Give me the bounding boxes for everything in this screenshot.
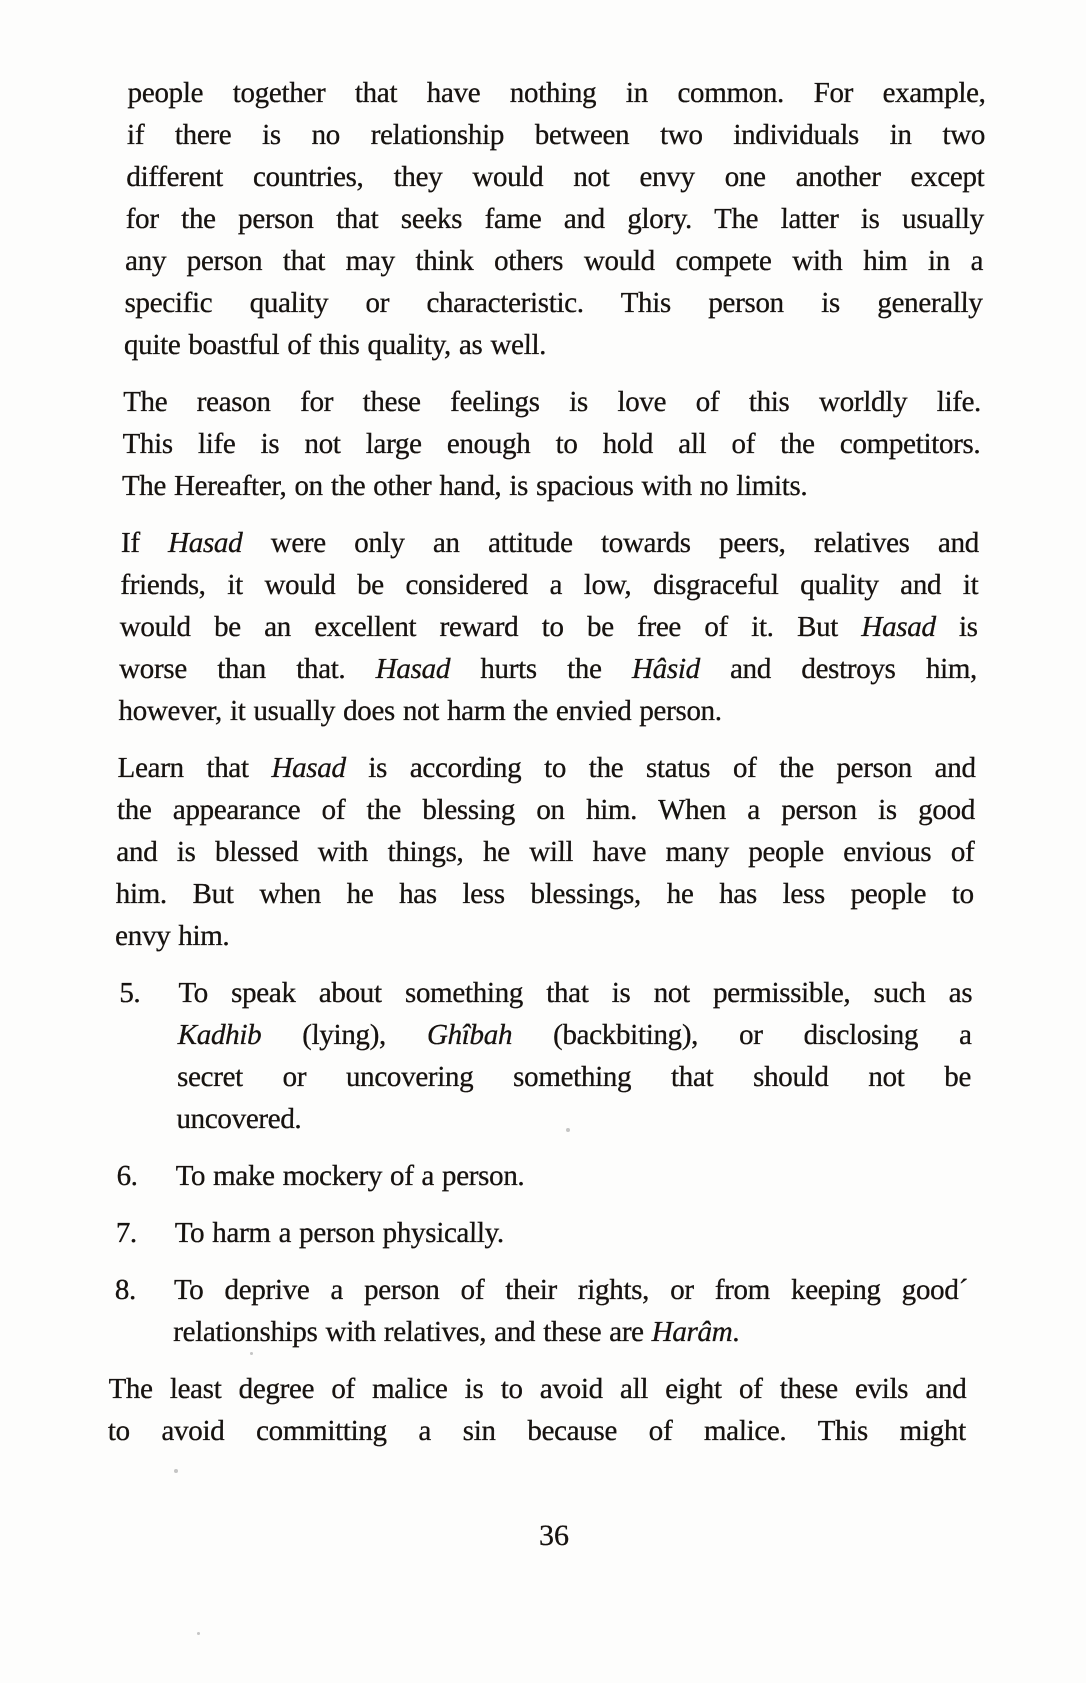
text-run: the appearance of the blessing on him. When a person is good bbox=[116, 794, 976, 826]
text-line bbox=[175, 1155, 970, 1197]
text-run: any person that may think others would compete with him in a bbox=[124, 245, 984, 277]
text-line bbox=[118, 690, 977, 732]
text-line bbox=[127, 72, 986, 114]
list-item bbox=[109, 1269, 968, 1353]
scan-speck bbox=[174, 1469, 178, 1473]
text-run: to avoid committing a sin because of malice. This might bbox=[107, 1415, 967, 1447]
italic-term: Hasad bbox=[375, 653, 451, 685]
text-block bbox=[107, 72, 986, 1467]
italic-term: Ghîbah bbox=[426, 1019, 513, 1051]
text-run: To deprive a person of their rights, or from keeping good´ bbox=[173, 1274, 969, 1306]
text-run: This life is not large enough to hold all of the competitors. bbox=[122, 428, 981, 460]
text-run: for the person that seeks fame and glory. The latter is usually bbox=[125, 203, 985, 235]
text-line bbox=[120, 564, 979, 606]
list-number: 6. bbox=[116, 1160, 139, 1192]
text-run: quite boastful of this quality, as well. bbox=[123, 329, 547, 361]
text-run: uncovered. bbox=[176, 1103, 302, 1135]
text-line bbox=[121, 522, 980, 564]
text-line bbox=[178, 972, 973, 1014]
text-line bbox=[122, 465, 981, 507]
list-item bbox=[111, 1155, 970, 1197]
text-line bbox=[125, 240, 984, 282]
paragraph bbox=[118, 522, 979, 732]
text-line bbox=[126, 156, 985, 198]
text-run: specific quality or characteristic. This person is generally bbox=[124, 287, 983, 319]
text-run: is according to the status of the person and bbox=[345, 752, 976, 784]
text-run: if there is no relationship between two individuals in two bbox=[126, 119, 986, 151]
text-run: relationships with relatives, and these are bbox=[173, 1316, 652, 1348]
text-line bbox=[173, 1311, 968, 1353]
text-run: however, it usually does not harm the envied person. bbox=[118, 695, 723, 727]
text-run: If bbox=[120, 527, 169, 559]
list-number: 8. bbox=[114, 1274, 137, 1306]
text-run: To speak about something that is not permissible, such as bbox=[178, 977, 973, 1009]
text-line bbox=[117, 789, 976, 831]
italic-term: Hasad bbox=[861, 611, 936, 643]
text-run: would be an excellent reward to be free of it. But bbox=[119, 611, 862, 643]
text-line bbox=[127, 114, 986, 156]
text-run: worse than that. bbox=[118, 653, 377, 685]
text-line bbox=[177, 1014, 972, 1056]
text-run: (lying), bbox=[261, 1019, 428, 1051]
text-line bbox=[174, 1212, 969, 1254]
text-line bbox=[177, 1056, 972, 1098]
text-run: were only an attitude towards peers, relatives and bbox=[242, 527, 980, 559]
list-number: 5. bbox=[119, 977, 141, 1009]
text-line bbox=[124, 282, 983, 324]
text-run: is bbox=[935, 611, 979, 643]
list-item bbox=[112, 972, 972, 1140]
scan-speck bbox=[250, 1352, 253, 1355]
text-run: Learn that bbox=[117, 752, 272, 784]
text-line bbox=[176, 1098, 971, 1140]
text-run: The Hereafter, on the other hand, is spacious with no limits. bbox=[121, 470, 808, 502]
italic-term: Hâsid bbox=[631, 653, 701, 685]
text-run: To make mockery of a person. bbox=[175, 1160, 525, 1192]
text-line bbox=[115, 873, 974, 915]
text-line bbox=[108, 1368, 967, 1410]
paragraph bbox=[124, 72, 986, 366]
text-run: . bbox=[732, 1316, 740, 1348]
paragraph bbox=[115, 747, 976, 957]
text-run: friends, it would be considered a low, disgraceful quality and it bbox=[120, 569, 979, 601]
page-number: 36 bbox=[539, 1519, 569, 1552]
paragraph bbox=[122, 381, 982, 507]
text-run: and destroys him, bbox=[699, 653, 978, 685]
text-run: people together that have nothing in common. For example, bbox=[127, 77, 986, 109]
scan-speck bbox=[566, 1128, 570, 1132]
text-line bbox=[174, 1269, 969, 1311]
text-run: envy him. bbox=[114, 920, 230, 952]
text-line bbox=[126, 198, 985, 240]
text-line bbox=[115, 915, 974, 957]
text-run: To harm a person physically. bbox=[174, 1217, 505, 1249]
italic-term: Kadhib bbox=[177, 1019, 262, 1051]
text-line bbox=[123, 381, 982, 423]
text-run: and is blessed with things, he will have many people envious of bbox=[116, 836, 975, 868]
text-run: different countries, they would not envy one another except bbox=[126, 161, 985, 193]
text-line bbox=[122, 423, 981, 465]
text-run: The least degree of malice is to avoid all eight of these evils and bbox=[108, 1373, 967, 1405]
text-line bbox=[124, 324, 983, 366]
text-run: him. But when he has less blessings, he has less people to bbox=[115, 878, 975, 910]
list-item bbox=[110, 1212, 969, 1254]
text-line bbox=[108, 1410, 967, 1452]
text-line bbox=[119, 648, 978, 690]
italic-term: Harâm bbox=[651, 1316, 733, 1348]
text-run: hurts the bbox=[449, 653, 633, 685]
text-line bbox=[119, 606, 978, 648]
list-number: 7. bbox=[115, 1217, 138, 1249]
text-run: (backbiting), or disclosing a bbox=[511, 1019, 972, 1051]
text-run: The reason for these feelings is love of this worldly life. bbox=[122, 386, 982, 418]
italic-term: Hasad bbox=[167, 527, 243, 559]
text-line bbox=[117, 747, 976, 789]
scan-speck bbox=[197, 1632, 200, 1635]
text-line bbox=[116, 831, 975, 873]
text-run: secret or uncovering something that should not be bbox=[176, 1061, 972, 1093]
italic-term: Hasad bbox=[271, 752, 346, 784]
paragraph bbox=[108, 1368, 967, 1452]
